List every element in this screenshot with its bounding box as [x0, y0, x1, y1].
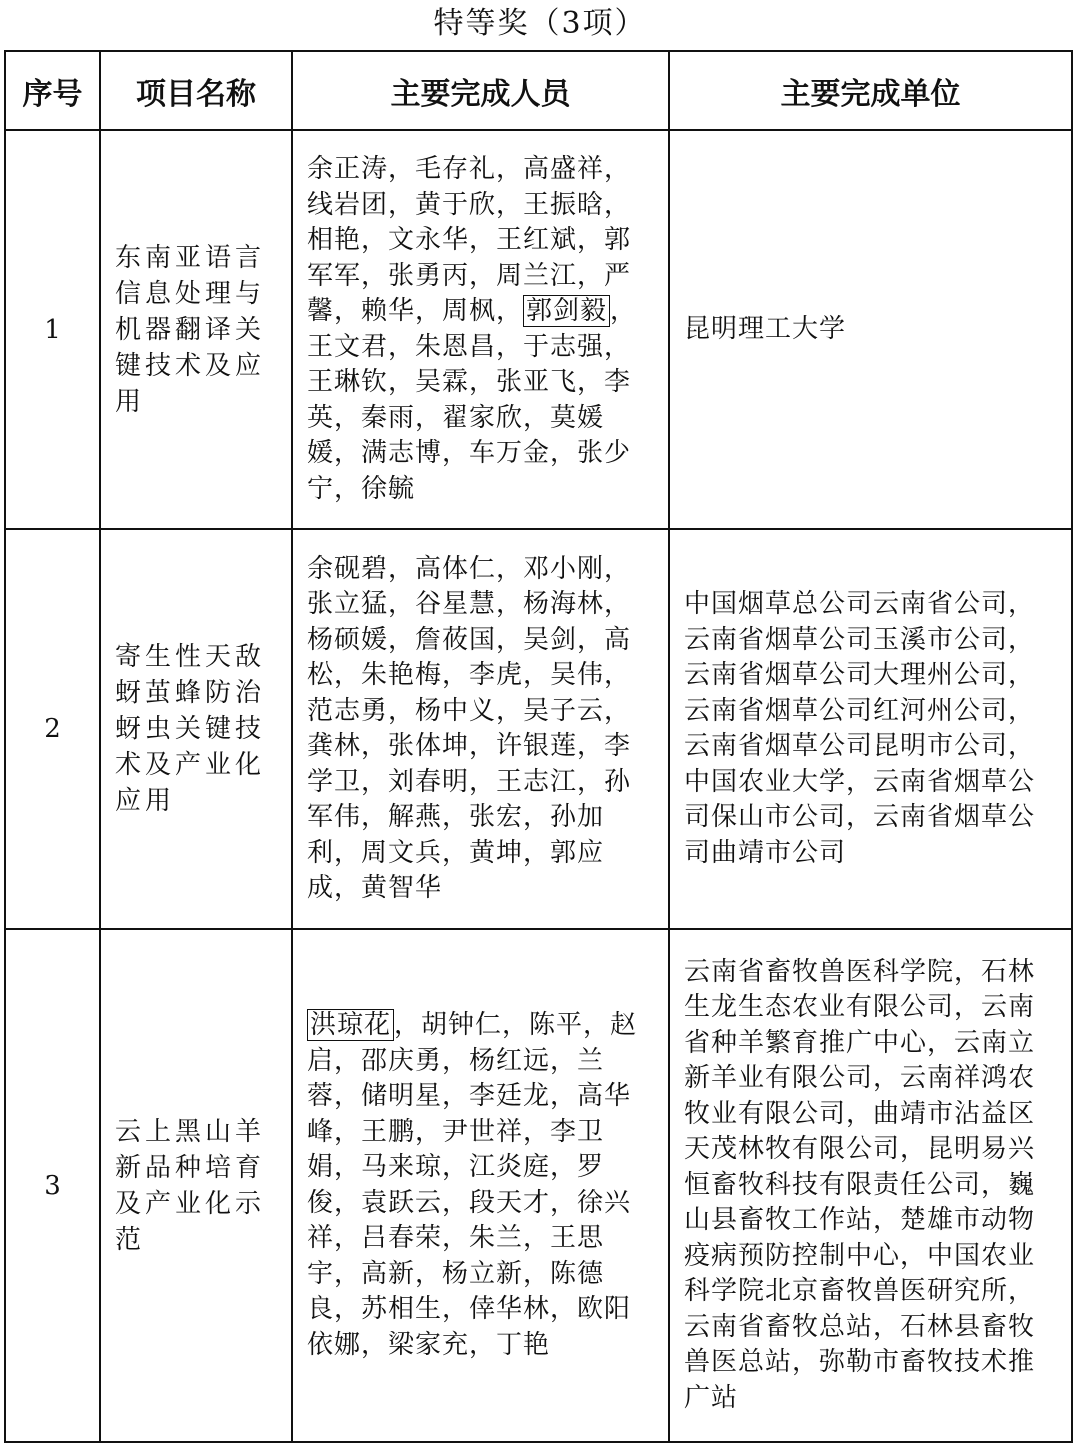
header-project-name: 项目名称	[100, 51, 292, 130]
highlighted-person: 郭剑毅	[523, 295, 610, 327]
project-name: 寄生性天敌蚜茧蜂防治蚜虫关键技术及产业化应用	[100, 529, 292, 929]
project-name: 东南亚语言信息处理与机器翻译关键技术及应用	[100, 130, 292, 529]
people-list	[292, 130, 669, 529]
row-index: 2	[5, 529, 100, 929]
unit-list: 中国烟草总公司云南省公司，云南省烟草公司玉溪市公司，云南省烟草公司大理州公司，云南省烟草公司红河州公司，云南省烟草公司昆明市公司，中国农业大学，云南省烟草公司保山市公司，云南省烟草公司曲靖市公司	[669, 529, 1072, 929]
table-row	[5, 529, 1072, 929]
header-main-units: 主要完成单位	[669, 51, 1072, 130]
unit-list: 昆明理工大学	[669, 130, 1072, 529]
people-list: 余砚碧，高体仁，邓小刚，张立猛，谷星慧，杨海林，杨硕媛，詹莜国，吴剑，高松，朱艳梅，李虎，吴伟，范志勇，杨中义，吴子云，龚林，张体坤，许银莲，李学卫，刘春明，王志江，孙军伟，解燕，张宏，孙加利，周文兵，黄坤，郭应成，黄智华	[292, 529, 669, 929]
unit-list: 云南省畜牧兽医科学院，石林生龙生态农业有限公司，云南省种羊繁育推广中心，云南立新羊业有限公司，云南祥鸿农牧业有限公司，曲靖市沾益区天茂林牧有限公司，昆明易兴恒畜牧科技有限责任公司，巍山县畜牧工作站，楚雄市动物疫病预防控制中心，中国农业科学院北京畜牧兽医研究所，云南省畜牧总站，石林县畜牧兽医总站，弥勒市畜牧技术推广站	[669, 929, 1072, 1442]
people-text: ，胡钟仁，陈平，赵启，邵庆勇，杨红远，兰蓉，储明星，李廷龙，高华峰，王鹏，尹世祥，李卫娟，马来琼，江炎庭，罗俊，袁跃云，段天才，徐兴祥，吕春荣，朱兰，王思宇，高新，杨立新，陈德良，苏相生，倖华林，欧阳依娜，梁家充，丁艳	[307, 1010, 638, 1360]
people-list	[292, 929, 669, 1442]
table-header-row	[5, 51, 1072, 130]
table-row	[5, 929, 1072, 1442]
project-name: 云上黑山羊新品种培育及产业化示范	[100, 929, 292, 1442]
row-index: 3	[5, 929, 100, 1442]
row-index: 1	[5, 130, 100, 529]
people-text: 余正涛，毛存礼，高盛祥，线岩团，黄于欣，王振晗，相艳，文永华，王红斌，郭军军，张勇丙，周兰江，严馨，赖华，周枫，	[307, 154, 632, 326]
header-index: 序号	[5, 51, 100, 130]
people-text: ，王文君，朱恩昌，于志强，王琳钦，吴霖，张亚飞，李英，秦雨，翟家欣，莫媛媛，满志博，车万金，张少宁，徐毓	[307, 296, 638, 504]
table-row	[5, 130, 1072, 529]
highlighted-person: 洪琼花	[307, 1009, 394, 1041]
table-title: 特等奖（3项）	[433, 6, 647, 41]
award-table	[4, 50, 1073, 1443]
header-main-people: 主要完成人员	[292, 51, 669, 130]
